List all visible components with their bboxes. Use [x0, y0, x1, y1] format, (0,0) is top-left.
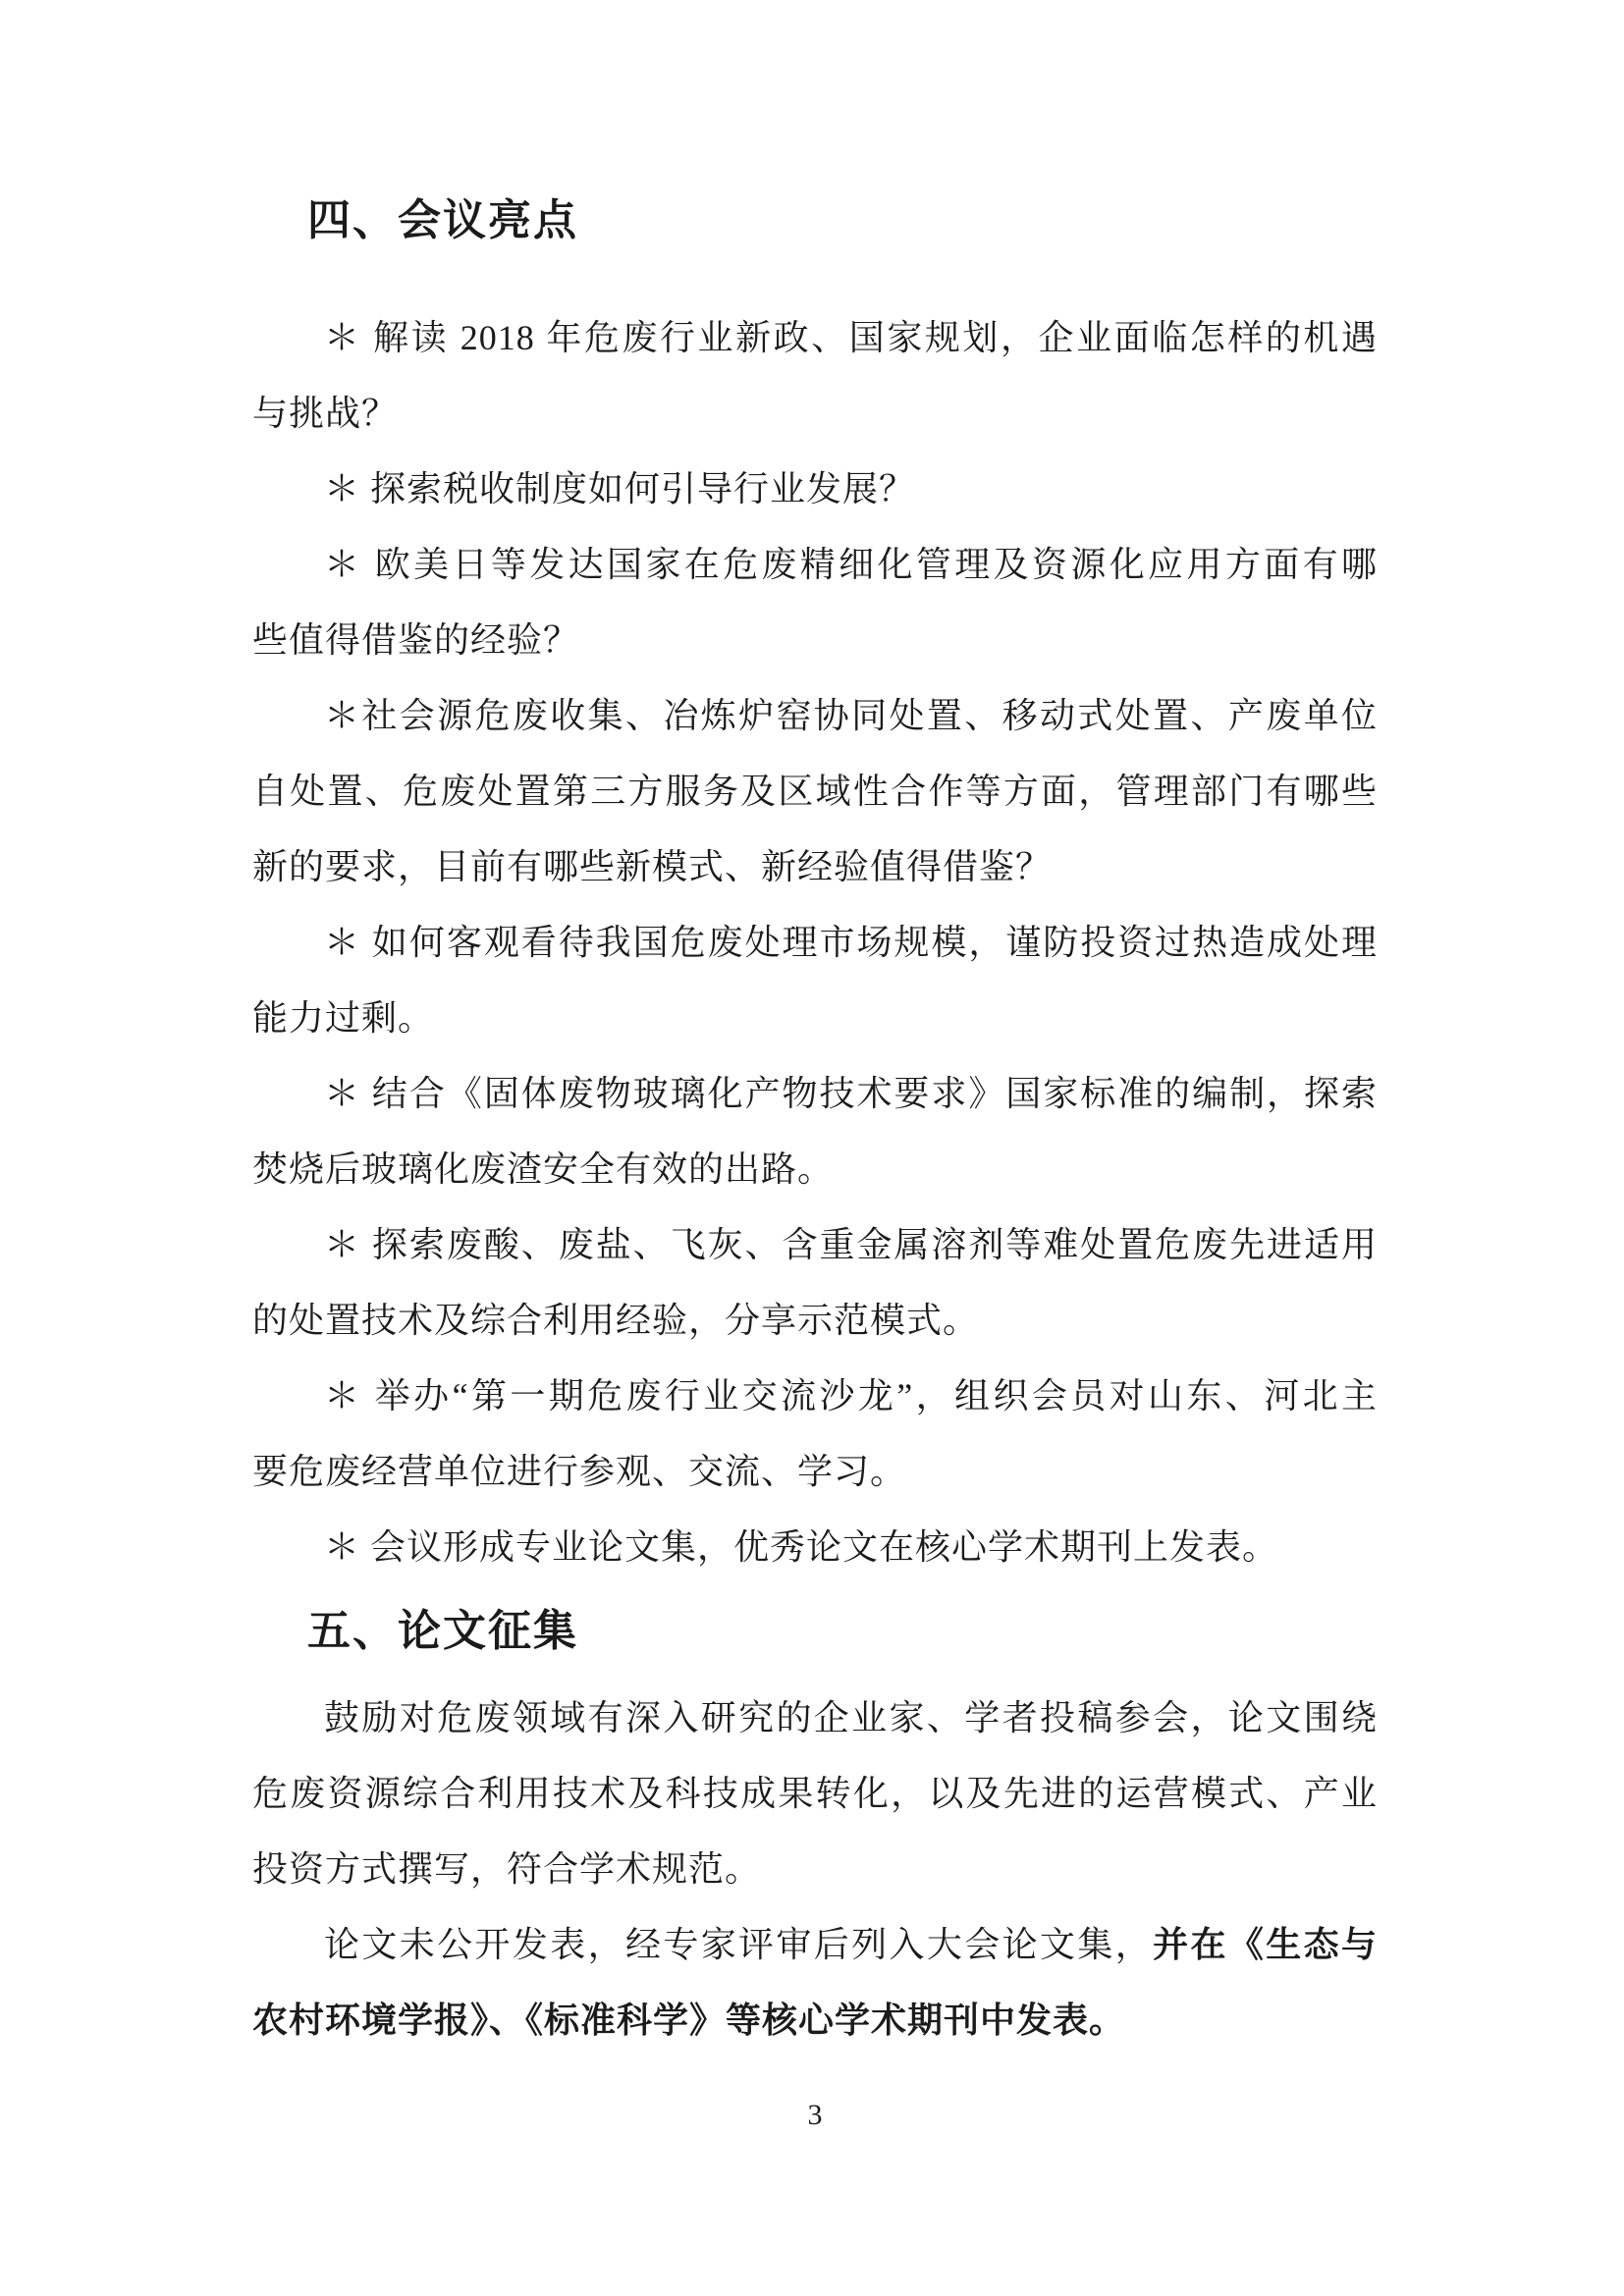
text-run: 些值得借鉴的经验？ — [252, 620, 580, 660]
page-number: 3 — [807, 2099, 823, 2131]
text-run: 危废资源综合利用技术及科技成果转化，以及先进的运营模式、产业 — [252, 1774, 1378, 1813]
text-run: ＊ 欧美日等发达国家在危废精细化管理及资源化应用方面有哪 — [324, 545, 1378, 584]
text-line — [252, 1207, 1378, 1283]
text-line — [252, 300, 1378, 376]
text-run: 自处置、危废处置第三方服务及区域性合作等方面，管理部门有哪些 — [252, 772, 1378, 811]
paragraph — [252, 1681, 1378, 1907]
paragraph — [252, 1207, 1378, 1359]
section-heading: 四、会议亮点 — [307, 196, 578, 244]
text-line — [252, 1283, 1378, 1359]
text-line — [252, 603, 1378, 678]
section-heading: 五、论文征集 — [307, 1607, 578, 1655]
text-line — [252, 829, 1378, 905]
text-run: 的处置技术及综合利用经验，分享示范模式。 — [252, 1301, 980, 1340]
text-run: ＊ 探索税收制度如何引导行业发展？ — [324, 469, 916, 508]
text-run: 鼓励对危废领域有深入研究的企业家、学者投稿参会，论文围绕 — [324, 1698, 1378, 1737]
paragraph — [252, 1907, 1378, 2058]
paragraph — [252, 300, 1378, 452]
text-line — [252, 1756, 1378, 1832]
paragraph — [252, 1359, 1378, 1510]
text-line — [252, 1434, 1378, 1510]
paragraph — [252, 1056, 1378, 1207]
text-run: ＊ 举办“第一期危废行业交流沙龙”，组织会员对山东、河北主 — [324, 1376, 1378, 1415]
text-run: 焚烧后玻璃化废渣安全有效的出路。 — [252, 1149, 835, 1189]
text-run: ＊ 结合《固体废物玻璃化产物技术要求》国家标准的编制，探索 — [324, 1074, 1378, 1113]
text-line — [252, 1132, 1378, 1207]
paragraph — [252, 527, 1378, 678]
text-line — [252, 678, 1378, 754]
paragraph — [252, 452, 1378, 527]
text-run: ＊ 探索废酸、废盐、飞灰、含重金属溶剂等难处置危废先进适用 — [324, 1225, 1378, 1264]
text-line — [252, 527, 1378, 603]
paragraph — [252, 1510, 1378, 1585]
text-line — [252, 754, 1378, 829]
text-line — [252, 1907, 1378, 1983]
text-line — [252, 1983, 1378, 2058]
text-line — [252, 1832, 1378, 1907]
text-run: ＊ 会议形成专业论文集，优秀论文在核心学术期刊上发表。 — [324, 1527, 1279, 1567]
text-line — [252, 981, 1378, 1056]
text-run: 与挑战？ — [252, 394, 399, 433]
text-line — [252, 1510, 1378, 1585]
text-run: 能力过剩。 — [252, 998, 435, 1038]
text-run: 投资方式撰写，符合学术规范。 — [252, 1849, 762, 1889]
text-line — [252, 452, 1378, 527]
text-line — [252, 905, 1378, 981]
text-run: ＊社会源危废收集、冶炼炉窑协同处置、移动式处置、产废单位 — [324, 696, 1378, 735]
text-run: 论文未公开发表，经专家评审后列入大会论文集， — [324, 1925, 1154, 1964]
text-run: 新的要求，目前有哪些新模式、新经验值得借鉴？ — [252, 847, 1053, 886]
text-run: 农村环境学报》、《标准科学》等核心学术期刊中发表。 — [252, 2001, 1126, 2040]
text-line — [252, 1056, 1378, 1132]
text-run: ＊ 解读 2018 年危废行业新政、国家规划，企业面临怎样的机遇 — [324, 318, 1378, 357]
paragraph — [252, 905, 1378, 1056]
text-run: 要危废经营单位进行参观、交流、学习。 — [252, 1452, 907, 1491]
paragraph — [252, 678, 1378, 905]
text-line — [252, 1359, 1378, 1434]
text-line — [252, 1681, 1378, 1756]
text-run: ＊ 如何客观看待我国危废处理市场规模，谨防投资过热造成处理 — [324, 923, 1378, 962]
text-line — [252, 376, 1378, 452]
text-run: 并在《生态与 — [1153, 1925, 1378, 1964]
document-body — [252, 0, 1378, 2058]
